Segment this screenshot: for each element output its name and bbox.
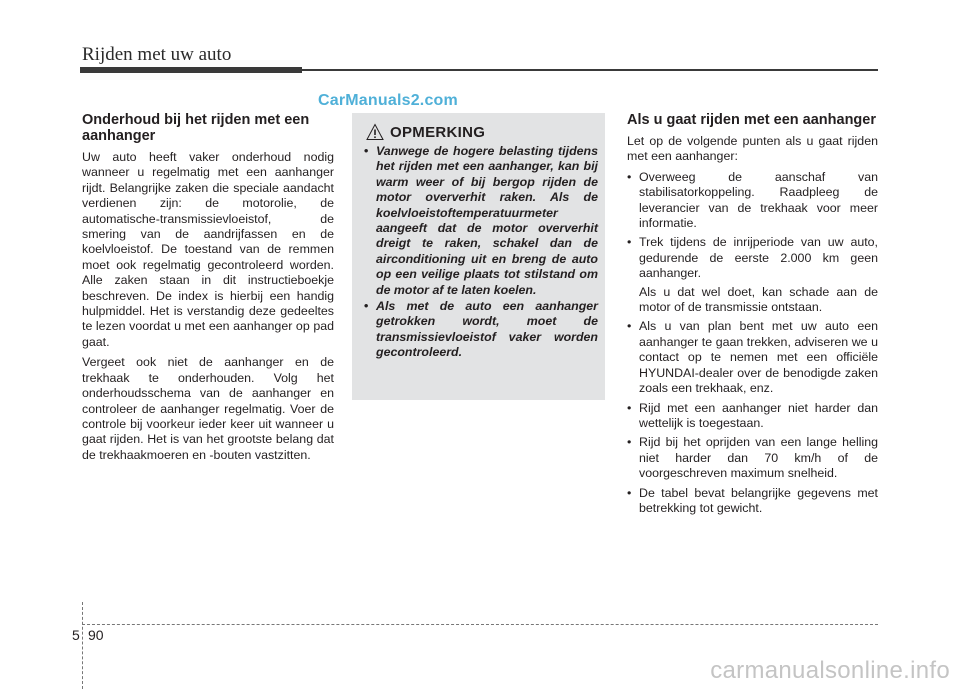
list-item [627,170,878,232]
intro-text: Let op de volgende punten als u gaat rijden met een aanhanger: [627,134,878,164]
list-item [627,319,878,396]
notice-header [366,122,485,142]
towing-tips-list [627,170,878,517]
notice-title: OPMERKING [390,123,486,141]
left-column [82,112,334,468]
list-item [627,486,878,517]
notice-item: • Als met de auto een aanhanger getrokken wordt, moet de transmissievloeistof vaker worden gecontroleerd. [364,299,598,361]
right-column [627,112,878,520]
footer-dashed-vertical [82,602,83,689]
notice-box [352,113,605,400]
list-item-text: Rijd met een aanhanger niet harder dan wettelijk is toegestaan. [639,400,878,430]
list-item [627,235,878,315]
warning-triangle-icon [366,123,384,141]
list-item [627,401,878,432]
chapter-number: 5 [72,627,80,643]
paragraph: Vergeet ook niet de aanhanger en de trekhaak te onderhouden. Volg het onderhoudsschema van de aanhanger en controleer de aanhanger regelmatig. Voer de controle bij voorkeur ieder keer uit wanneer u gaat rijden. Het is van het grootste belang dat de trekhaakmoeren en -bouten vastzitten. [82,355,334,462]
header-rule-dark [80,67,302,73]
list-item-text: Overweeg de aanschaf van stabilisatorkoppeling. Raadpleeg de leverancier van de trekhaak voor meer informatie. [639,169,878,231]
page-header-title: Rijden met uw auto [82,44,232,65]
section-title-maintenance: Onderhoud bij het rijden met een aanhanger [82,112,310,144]
page-number: 90 [88,627,104,643]
list-item-text: De tabel bevat belangrijke gegevens met betrekking tot gewicht. [639,485,878,515]
header-rule-thin [302,69,878,71]
watermark-top: CarManuals2.com [318,92,458,109]
list-item-text: Rijd bij het oprijden van een lange helling niet harder dan 70 km/h of de voorgeschreven maximum snelheid. [639,435,878,481]
footer-dashed-rule [82,624,878,625]
section-title-towing: Als u gaat rijden met een aanhanger [627,112,876,128]
notice-item: • Vanwege de hogere belasting tijdens het rijden met een aanhanger, kan bij warm weer of bij bergop rijden de motor oververhit raken. Als de koelvloeistoftemperatuurmeter aangeeft dat de motor oververhit dreigt te raken, schakel dan de airconditioning uit en breng de auto op een veilige plaats tot stilstand om de motor af te laten koelen. [364,144,598,298]
list-item-subtext: Als u dat wel doet, kan schade aan de motor of de transmissie ontstaan. [639,284,878,315]
list-item [627,435,878,481]
notice-list [364,144,598,362]
paragraph: Uw auto heeft vaker onderhoud nodig wanneer u regelmatig met een aanhanger rijdt. Belangrijke zaken die speciale aandacht verdienen zijn: de motorolie, de automatische-transmissievloeistof, de smering van de aandrijfassen en de koelvloeistof. De toestand van de remmen moet ook regelmatig gecontroleerd worden. Alle zaken staan in dit instructieboekje beschreven. De index is hierbij een handig hulpmiddel. Het is verstandig deze gedeeltes te lezen voordat u met een aanhanger op pad gaat. [82,150,334,349]
watermark-bottom: carmanualsonline.info [710,657,950,684]
list-item-text: Als u van plan bent met uw auto een aanhanger te gaan trekken, adviseren we u contact op te nemen met een officiële HYUNDAI-dealer over de benodigde zaken zoals een trekhaak, enz. [639,319,878,396]
list-item-text: Trek tijdens de inrijperiode van uw auto, gedurende de eerste 2.000 km geen aanhanger. [639,235,878,281]
